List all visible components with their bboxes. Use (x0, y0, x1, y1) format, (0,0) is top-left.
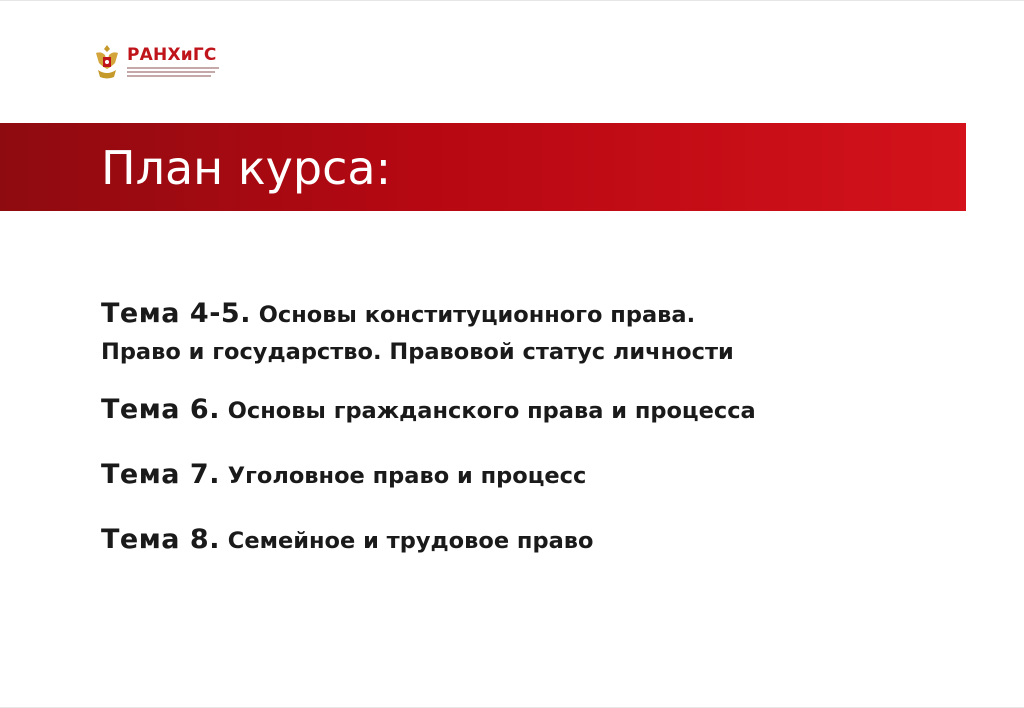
topic-text: Семейное и трудовое право (219, 528, 594, 554)
slide-title: План курса: (101, 141, 392, 195)
topic-text-continuation: Право и государство. Правовой статус личности (101, 339, 734, 365)
topic-number: Тема 7. (101, 459, 220, 490)
topic-text: Уголовное право и процесс (219, 463, 587, 489)
topic-text: Основы гражданского права и процесса (219, 398, 756, 424)
logo-title: РАНХиГС (127, 44, 217, 65)
topic-item (101, 458, 981, 495)
topic-number: Тема 4-5. (101, 298, 251, 329)
topic-list (101, 297, 981, 560)
topic-number: Тема 6. (101, 394, 220, 425)
eagle-emblem-icon (93, 43, 121, 81)
top-border (0, 0, 1024, 1)
topic-text: Основы конституционного права. (250, 302, 696, 328)
topic-item (101, 523, 981, 560)
topic-item (101, 297, 981, 370)
logo-subtitle-lines (127, 67, 219, 79)
topic-number: Тема 8. (101, 524, 220, 555)
topic-item (101, 393, 981, 430)
ranepa-logo (93, 41, 223, 83)
